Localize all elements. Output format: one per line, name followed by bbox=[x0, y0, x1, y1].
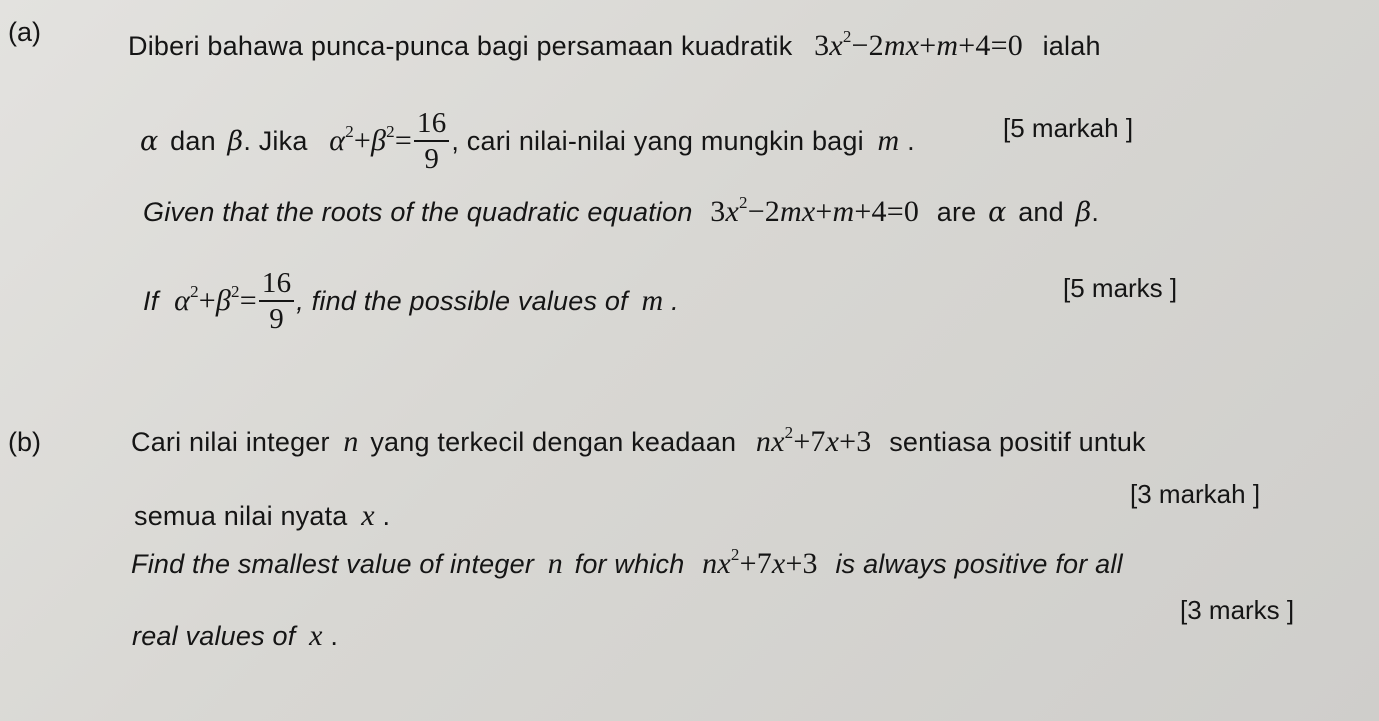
expression-english: $nx^2+7x+3$ bbox=[702, 545, 818, 580]
part-b-label: (b) bbox=[8, 427, 41, 457]
part-b-malay-line1-text: Cari nilai integer bbox=[131, 427, 330, 457]
part-a-malay-line1 bbox=[128, 27, 1101, 62]
period: . bbox=[382, 501, 391, 531]
part-b-english-line3-end: is always positive for all bbox=[835, 549, 1123, 579]
fraction-16-9-malay: $\frac{16}{9}$ bbox=[414, 108, 449, 174]
part-a-english-marks: [5 marks ] bbox=[1063, 273, 1178, 303]
part-b-english-line4 bbox=[132, 620, 338, 652]
part-a-english-line4-rest: , find the possible values of bbox=[296, 286, 628, 317]
part-b-malay-line2-text: semua nilai nyata bbox=[134, 501, 348, 531]
part-a-malay-line2-rest: , cari nilai-nilai yang mungkin bagi bbox=[451, 126, 864, 157]
n-variable: n bbox=[343, 425, 359, 458]
x-variable: x bbox=[361, 499, 375, 532]
beta-symbol-english: β bbox=[1075, 197, 1092, 228]
period: . bbox=[907, 126, 915, 157]
part-b-malay-line1 bbox=[131, 423, 1146, 458]
part-a-malay-line2 bbox=[140, 107, 915, 176]
part-a-malay-marks: [5 markah ] bbox=[1003, 113, 1134, 143]
part-b-english-line3-text: Find the smallest value of integer bbox=[131, 549, 535, 579]
m-variable-english: m bbox=[641, 284, 664, 318]
sum-of-squares-english: $\alpha^2+\beta^2=$ bbox=[174, 282, 257, 318]
part-a-malay-line1-end: ialah bbox=[1042, 31, 1101, 61]
m-variable: m bbox=[877, 124, 900, 158]
beta-symbol: β bbox=[227, 126, 244, 158]
part-b-malay-line1-mid: yang terkecil dengan keadaan bbox=[370, 427, 737, 457]
part-a-label: (a) bbox=[8, 17, 41, 47]
part-a-malay-line1-text: Diberi bahawa punca-punca bagi persamaan kuadratik bbox=[128, 31, 793, 61]
part-b-malay-marks: [3 markah ] bbox=[1130, 479, 1261, 509]
period: . bbox=[671, 286, 679, 317]
expression-malay: $nx^2+7x+3$ bbox=[755, 423, 872, 458]
part-b-malay-line2 bbox=[134, 500, 390, 532]
part-b-malay-line1-end: sentiasa positif untuk bbox=[889, 427, 1146, 457]
jika-word: . Jika bbox=[243, 126, 308, 157]
alpha-symbol: α bbox=[140, 126, 159, 158]
quadratic-equation-malay: $3x^2-2mx+m+4=0$ bbox=[814, 27, 1023, 62]
part-b-english-line4-text: real values of bbox=[132, 621, 296, 651]
period: . bbox=[1091, 197, 1100, 227]
part-a-english-line3 bbox=[143, 193, 1100, 229]
are-word: are bbox=[936, 197, 977, 227]
alpha-symbol-english: α bbox=[988, 197, 1007, 228]
n-variable-english: n bbox=[547, 547, 563, 580]
part-b-english-line3-mid: for which bbox=[574, 549, 685, 579]
part-a-english-line3-text: Given that the roots of the quadratic equation bbox=[143, 197, 693, 227]
if-word: If bbox=[143, 286, 159, 317]
part-b-english-line3 bbox=[131, 545, 1123, 580]
part-b-english-marks: [3 marks ] bbox=[1180, 595, 1295, 625]
fraction-16-9-english: $\frac{16}{9}$ bbox=[259, 268, 294, 334]
part-a-english-line4 bbox=[143, 267, 679, 336]
quadratic-equation-english: $3x^2-2mx+m+4=0$ bbox=[710, 193, 920, 228]
period: . bbox=[330, 621, 339, 651]
sum-of-squares-malay: $\alpha^2+\beta^2=$ bbox=[329, 122, 412, 158]
and-word: and bbox=[1018, 197, 1064, 227]
x-variable-english: x bbox=[309, 619, 323, 652]
dan-word: dan bbox=[170, 126, 216, 157]
